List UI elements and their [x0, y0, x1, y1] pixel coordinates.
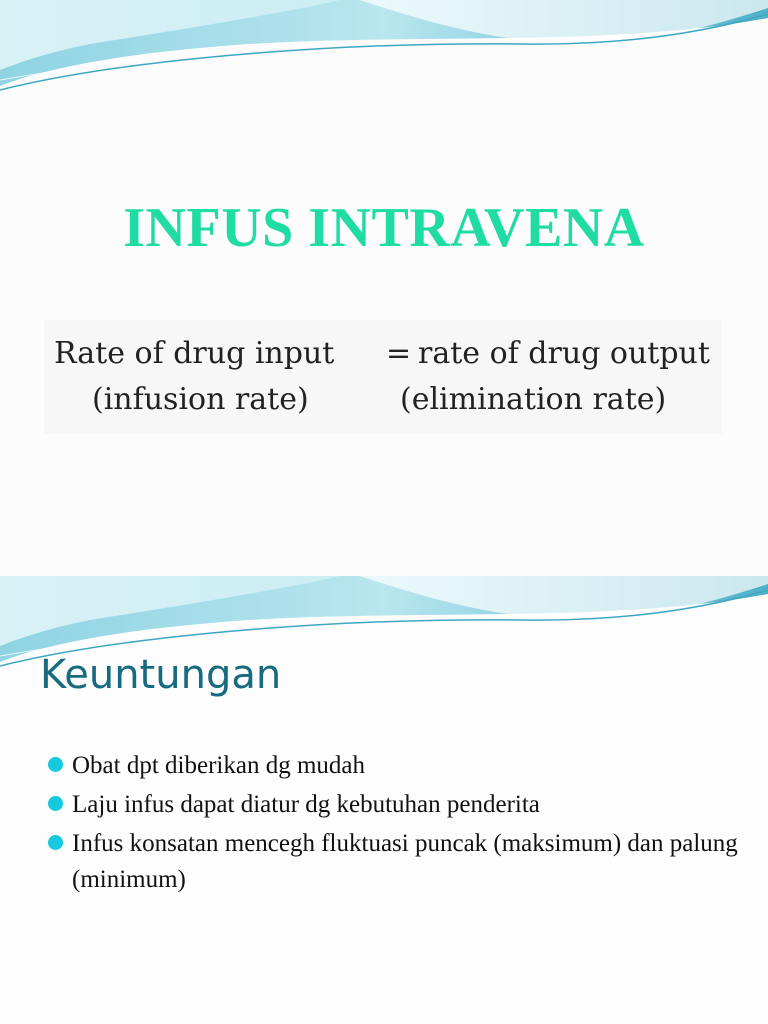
- list-item: [48, 826, 748, 898]
- wave-decoration: [0, 0, 768, 100]
- list-item: [48, 748, 748, 784]
- bullet-icon: [48, 796, 63, 811]
- bullet-icon: [48, 835, 63, 850]
- bullet-text: Laju infus dapat diatur dg kebutuhan penderita: [72, 791, 540, 818]
- bullet-icon: [48, 757, 63, 772]
- formula-image: [44, 320, 722, 434]
- formula-right: rate of drug output: [418, 336, 710, 371]
- list-item: [48, 787, 748, 823]
- formula-equals: =: [386, 336, 412, 371]
- formula-left: Rate of drug input: [54, 336, 335, 371]
- slide-title: INFUS INTRAVENA: [123, 197, 645, 259]
- bullet-text: Obat dpt diberikan dg mudah: [72, 752, 365, 779]
- bullet-text: Infus konsatan mencegh fluktuasi puncak (maksimum) dan palung (minimum): [72, 830, 738, 893]
- slide-2: [0, 576, 768, 1024]
- bullet-list: [48, 748, 748, 901]
- formula-right-sub: (elimination rate): [400, 382, 667, 417]
- formula-left-sub: (infusion rate): [92, 382, 309, 417]
- section-heading: Keuntungan: [40, 652, 282, 698]
